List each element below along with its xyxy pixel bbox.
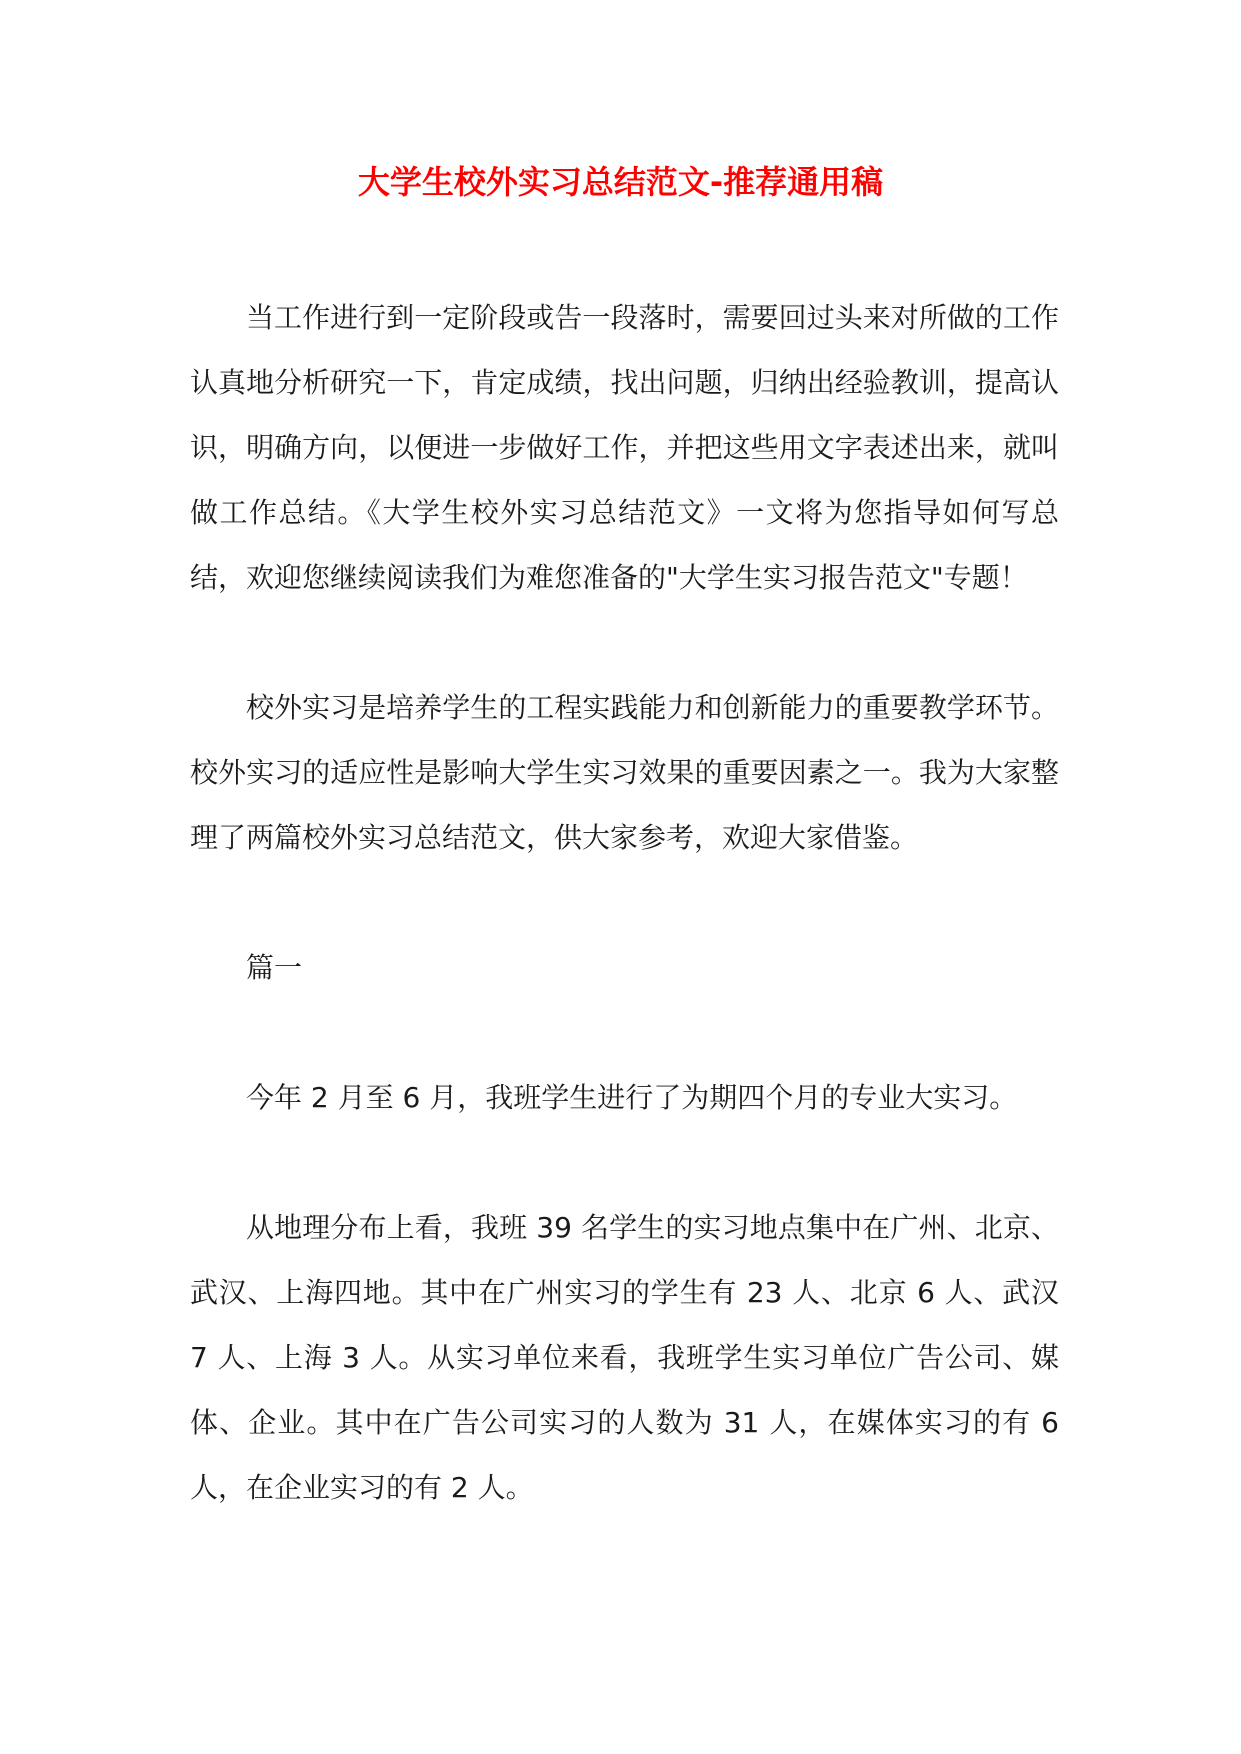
paragraph-period: 今年 2 月至 6 月，我班学生进行了为期四个月的专业大实习。 [246,1081,1018,1114]
document-title: 大学生校外实习总结范文-推荐通用稿 [357,163,884,201]
section-heading: 篇一 [246,951,303,984]
paragraph-distribution: 从地理分布上看，我班 39 名学生的实习地点集中在广州、北京、武汉、上海四地。其中在广州实习的学生有 23 人、北京 6 人、武汉 7 人、上海 3 人。从实习单位来看，我班学生实习单位广告公司、媒体、企业。其中在广告公司实习的人数为 31 人，在媒体实习的有 6 人，在企业实习的有 2 人。 [190,1211,1059,1504]
paragraph-overview: 校外实习是培养学生的工程实践能力和创新能力的重要教学环节。校外实习的适应性是影响大学生实习效果的重要因素之一。我为大家整理了两篇校外实习总结范文，供大家参考，欢迎大家借鉴。 [190,691,1059,854]
paragraph-intro: 当工作进行到一定阶段或告一段落时，需要回过头来对所做的工作认真地分析研究一下，肯定成绩，找出问题，归纳出经验教训，提高认识，明确方向，以便进一步做好工作，并把这些用文字表述出来，就叫做工作总结。《大学生校外实习总结范文》一文将为您指导如何写总结，欢迎您继续阅读我们为难您准备的"大学生实习报告范文"专题！ [190,301,1059,594]
